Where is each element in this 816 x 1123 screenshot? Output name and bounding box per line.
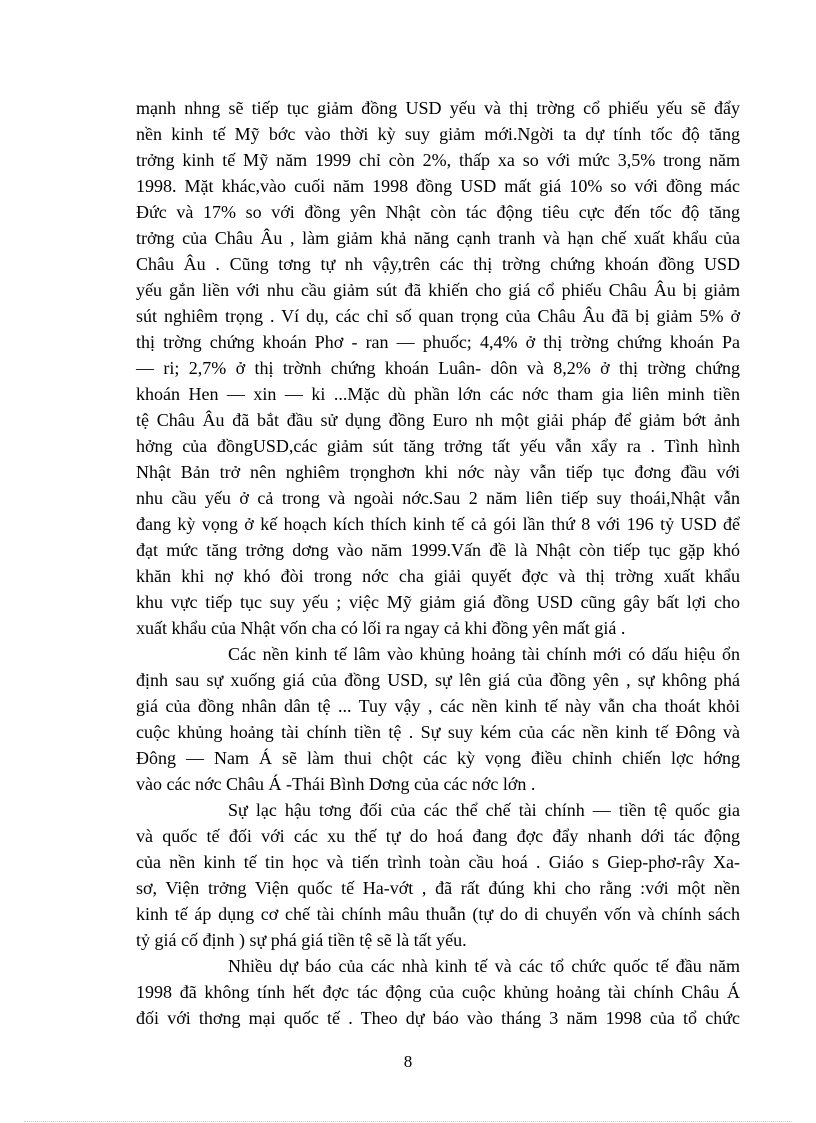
text-line: và quốc tế đối với các xu thế tự do hoá đang đợc đẩy nhanh dới tác động (136, 826, 740, 846)
text-line: Các nền kinh tế lâm vào khủng hoảng tài chính mới có dấu hiệu ổn (228, 644, 740, 664)
text-line: Nhật Bản trở nên nghiêm trọnghơn khi nớc này vẫn tiếp tục đơng đầu với (136, 462, 740, 482)
text-line: đạt mức tăng trởng dơng vào năm 1999.Vấn đề là Nhật còn tiếp tục gặp khó (136, 540, 740, 560)
paragraph (136, 95, 740, 641)
text-line: nhu cầu yếu ở cả trong và ngoài nớc.Sau 2 năm liên tiếp suy thoái,Nhật vẫn (136, 488, 740, 508)
text-line: kinh tế áp dụng cơ chế tài chính mâu thuẫn (tự do di chuyển vốn và chính sách (136, 904, 740, 924)
text-line: cuộc khủng hoảng tài chính tiền tệ . Sự suy kém của các nền kinh tế Đông và (136, 722, 740, 742)
text-line: định sau sự xuống giá của đồng USD, sự lên giá của đồng yên , sự không phá (136, 670, 740, 690)
paragraph (136, 641, 740, 797)
text-line: khăn khi nợ khó đòi trong nớc cha giải quyết đợc và thị trờng xuất khẩu (136, 566, 740, 586)
text-line: — ri; 2,7% ở thị trờnh chứng khoán Luân- dôn và 8,2% ở thị trờng chứng (136, 358, 740, 378)
text-line: hởng của đồngUSD,các giảm sút tăng trởng tất yếu vẫn xẩy ra . Tình hình (136, 436, 740, 456)
text-line: khoán Hen — xin — ki ...Mặc dù phần lớn các nớc tham gia liên minh tiền (136, 384, 740, 404)
page-number: 8 (403, 1052, 413, 1071)
text-line: thị trờng chứng khoán Phơ - ran — phuốc; 4,4% ở thị trờng chứng khoán Pa (136, 332, 740, 352)
text-line: khu vực tiếp tục suy yếu ; việc Mỹ giảm giá đồng USD cũng gây bất lợi cho (136, 592, 740, 612)
page-bottom-divider (24, 1121, 792, 1122)
document-body-text (136, 95, 740, 1031)
text-line: mạnh nhng sẽ tiếp tục giảm đồng USD yếu và thị trờng cổ phiếu yếu sẽ đẩy (136, 98, 740, 118)
text-line: vào các nớc Châu Á -Thái Bình Dơng của các nớc lớn . (136, 774, 536, 794)
text-line: Sự lạc hậu tơng đối của các thể chế tài chính — tiền tệ quốc gia (228, 800, 740, 820)
text-line: Châu Âu . Cũng tơng tự nh vậy,trên các thị trờng chứng khoán đồng USD (136, 254, 740, 274)
text-line: sút nghiêm trọng . Ví dụ, các chỉ số quan trọng của Châu Âu đã bị giảm 5% ở (136, 306, 740, 326)
text-line: Nhiều dự báo của các nhà kinh tế và các tổ chức quốc tế đầu năm (228, 956, 740, 976)
text-line: Đức và 17% so với đồng yên Nhật còn tác động tiêu cực đến tốc độ tăng (136, 202, 740, 222)
text-line: giá của đồng nhân dân tệ ... Tuy vậy , các nền kinh tế này vẫn cha thoát khỏi (136, 696, 740, 716)
text-line: 1998 đã không tính hết đợc tác động của cuộc khủng hoảng tài chính Châu Á (136, 982, 740, 1002)
text-line: xuất khẩu của Nhật vốn cha có lối ra ngay cả khi đồng yên mất giá . (136, 618, 626, 638)
paragraph (136, 797, 740, 953)
text-line: yếu gắn liền với nhu cầu giảm sút đã khiến cho giá cổ phiếu Châu Âu bị giảm (136, 280, 740, 300)
text-line: 1998. Mặt khác,vào cuối năm 1998 đồng USD mất giá 10% so với đồng mác (136, 176, 740, 196)
text-line: tỷ giá cố định ) sự phá giá tiền tệ sẽ là tất yếu. (136, 930, 467, 950)
text-line: trởng của Châu Âu , làm giảm khả năng cạnh tranh và hạn chế xuất khẩu của (136, 228, 740, 248)
text-line: tệ Châu Âu đã bắt đầu sử dụng đồng Euro nh một giải pháp để giảm bớt ảnh (136, 410, 740, 430)
text-line: đang kỳ vọng ở kế hoạch kích thích kinh tế cả gói lần thứ 8 với 196 tỷ USD để (136, 514, 740, 534)
text-line: Đông — Nam Á sẽ làm thui chột các kỳ vọng điều chỉnh chiến lợc hớng (136, 748, 740, 768)
text-line: đối với thơng mại quốc tế . Theo dự báo vào tháng 3 năm 1998 của tổ chức (136, 1008, 740, 1028)
text-line: nền kinh tế Mỹ bớc vào thời kỳ suy giảm mới.Ngời ta dự tính tốc độ tăng (136, 124, 740, 144)
text-line: trởng kinh tế Mỹ năm 1999 chỉ còn 2%, thấp xa so với mức 3,5% trong năm (136, 150, 740, 170)
paragraph (136, 953, 740, 1031)
text-line: của nền kinh tế tin học và tiến trình toàn cầu hoá . Giáo s Giep-phơ-rây Xa- (136, 852, 740, 872)
text-line: sơ, Viện trởng Viện quốc tế Ha-vớt , đã rất đúng khi cho rằng :với một nền (136, 878, 740, 898)
